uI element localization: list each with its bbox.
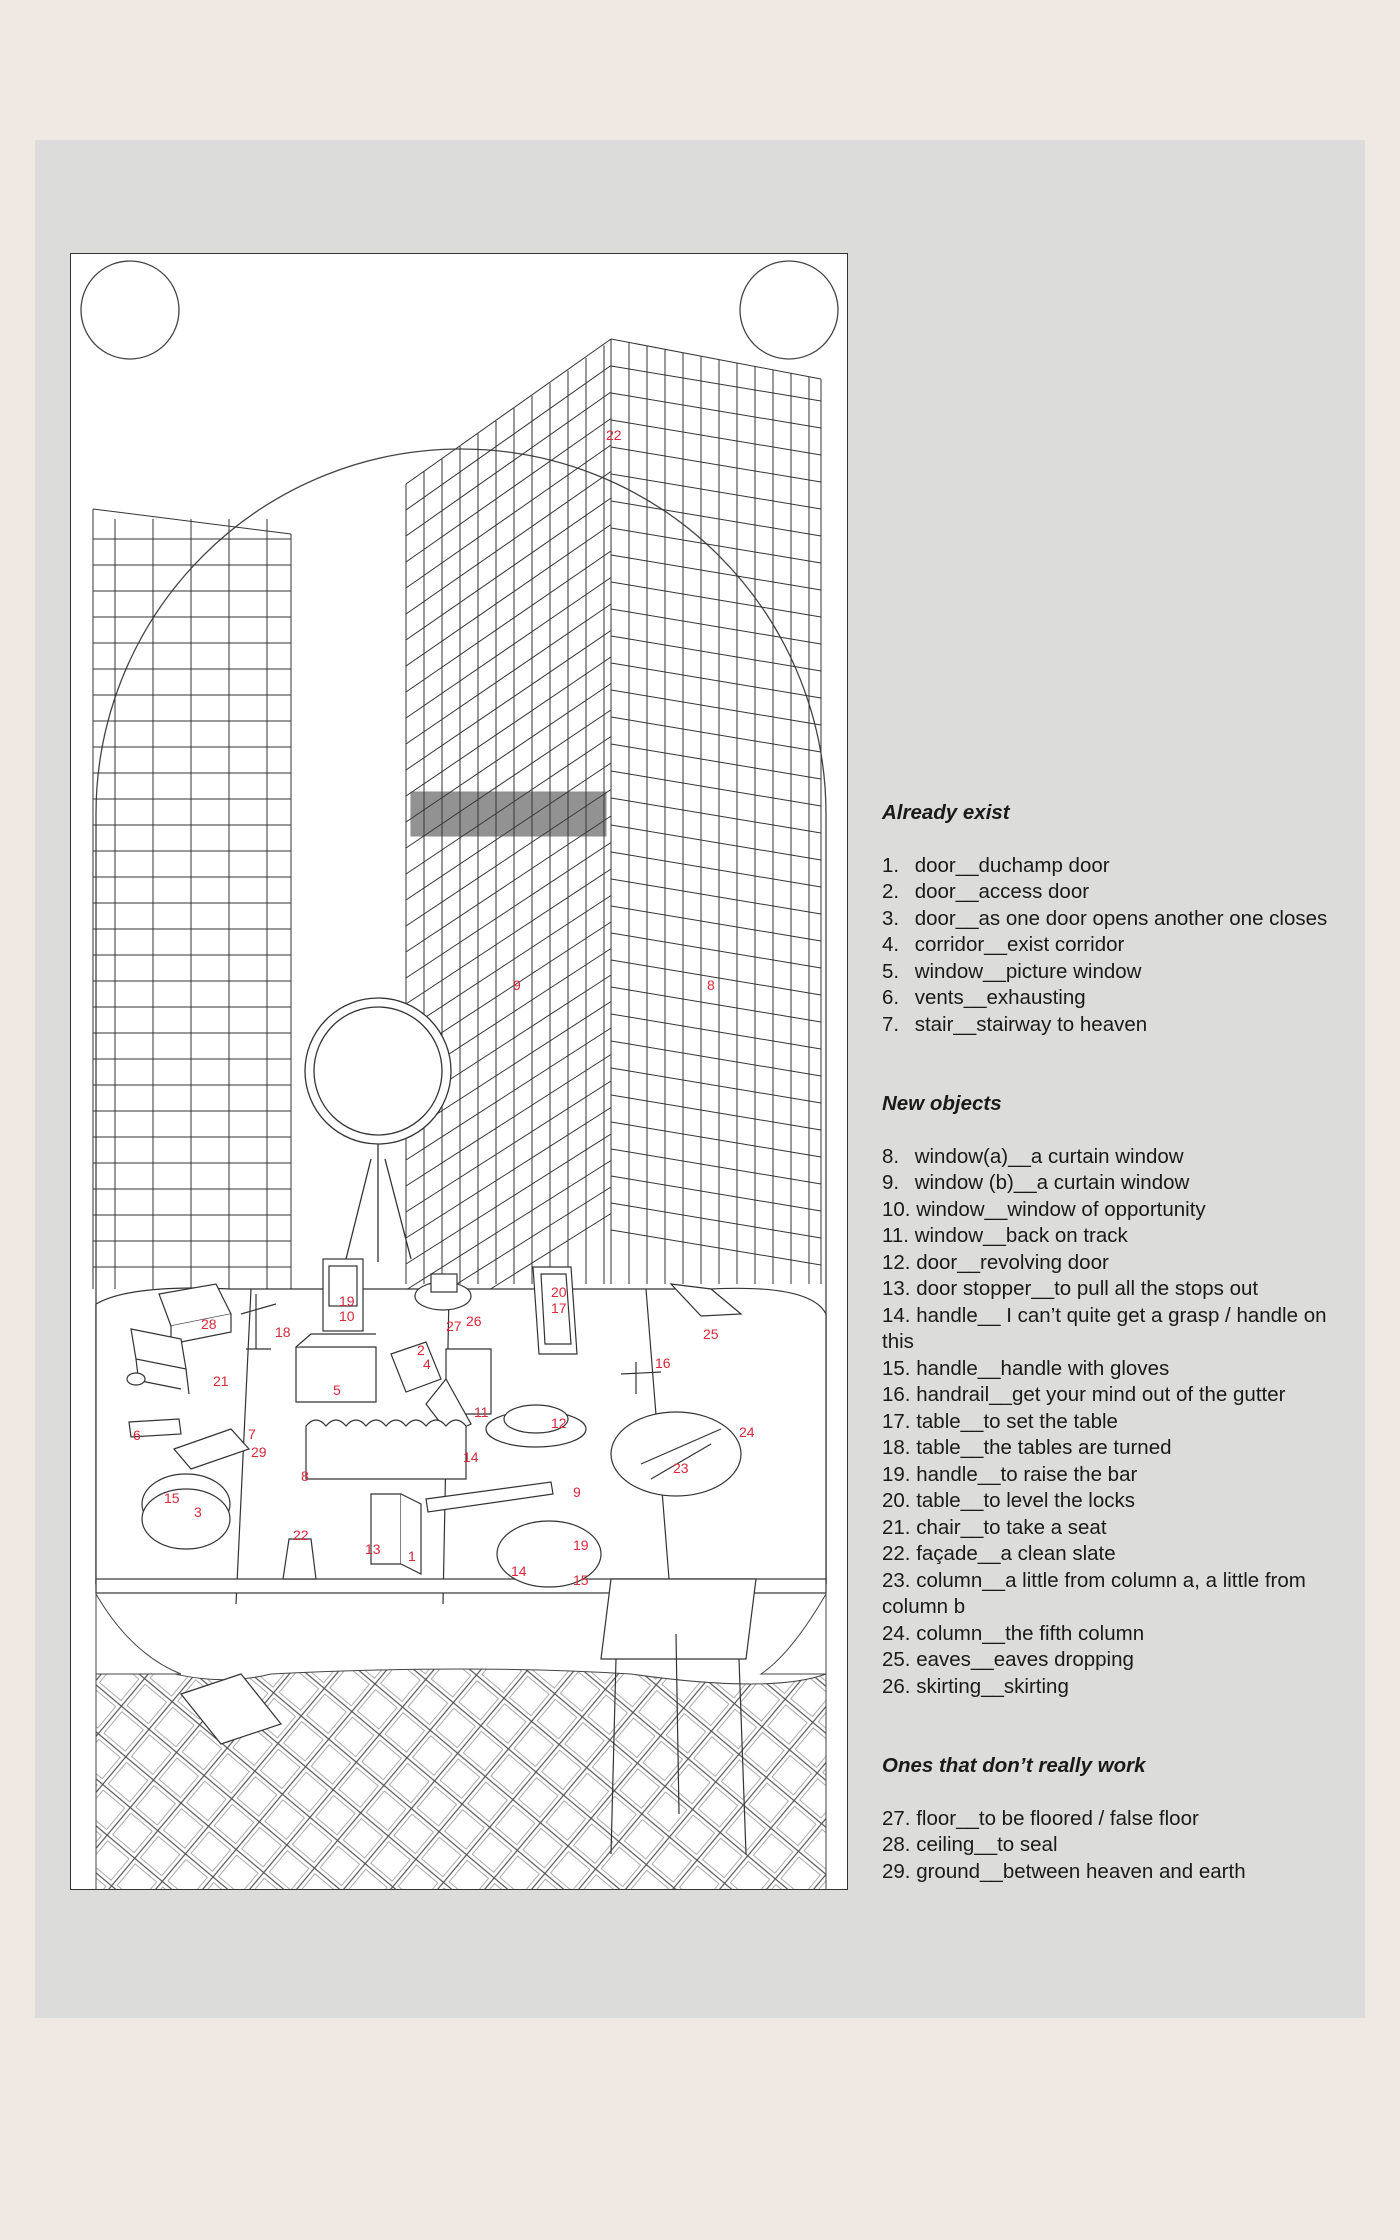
diagram-label: 10 (339, 1308, 355, 1324)
legend-item-text: column__a little from column a, a little from column b (882, 1568, 1306, 1618)
legend-item-number: 10. (882, 1197, 911, 1221)
legend-item (882, 1859, 1342, 1886)
diagram-label: 28 (201, 1316, 217, 1332)
legend-item-text: ceiling__to seal (910, 1833, 1058, 1856)
legend-item (882, 1462, 1342, 1489)
legend-item-number: 5. (882, 959, 900, 983)
legend-item (882, 1303, 1342, 1356)
legend-item-number: 8. (882, 1144, 900, 1168)
legend (882, 800, 1342, 1938)
diagram-label: 8 (301, 1468, 309, 1484)
legend-item-text: table__to level the locks (910, 1489, 1135, 1512)
legend-item-number: 28. (882, 1833, 911, 1856)
legend-item (882, 879, 1342, 906)
diagram-label: 1 (408, 1548, 416, 1564)
legend-item-number: 13. (882, 1277, 911, 1300)
legend-item (882, 1515, 1342, 1542)
diagram-label: 19 (573, 1537, 589, 1553)
diagram-label: 20 (551, 1284, 567, 1300)
legend-item (882, 1647, 1342, 1674)
legend-item-number: 6. (882, 986, 900, 1009)
legend-item-text: corridor__exist corridor (909, 933, 1125, 956)
legend-item-number: 27. (882, 1806, 911, 1830)
diagram-label: 15 (164, 1490, 180, 1506)
legend-item-number: 11. (882, 1224, 909, 1247)
legend-item-number: 15. (882, 1356, 911, 1380)
legend-item-text: door__as one door opens another one closes (909, 906, 1328, 930)
diagram-label: 26 (466, 1313, 482, 1329)
legend-item (882, 1356, 1342, 1383)
legend-item-number: 1. (882, 853, 900, 877)
legend-item (882, 1382, 1342, 1409)
diagram-label: 2 (417, 1342, 425, 1358)
diagram-label: 25 (703, 1326, 719, 1342)
legend-item (882, 1170, 1342, 1197)
legend-item-text: table__to set the table (910, 1409, 1118, 1433)
legend-item-text: vents__exhausting (909, 986, 1086, 1009)
legend-item-text: column__the fifth column (910, 1621, 1145, 1645)
legend-section-title: New objects (882, 1092, 1002, 1115)
diagram-label: 12 (551, 1415, 567, 1431)
legend-item (882, 1144, 1342, 1171)
legend-item-text: window (b)__a curtain window (909, 1171, 1190, 1194)
legend-item (882, 1674, 1342, 1701)
legend-item (882, 1832, 1342, 1859)
diagram-label: 17 (551, 1300, 567, 1316)
legend-item (882, 1197, 1342, 1224)
legend-item-number: 17. (882, 1409, 911, 1433)
legend-item (882, 1568, 1342, 1621)
legend-item (882, 1435, 1342, 1462)
legend-item (882, 932, 1342, 959)
legend-item-text: handle__ I can’t quite get a grasp / handle on this (882, 1303, 1327, 1353)
left-building (93, 509, 291, 1289)
legend-item-text: window__window of opportunity (910, 1197, 1206, 1221)
right-building (406, 339, 821, 1342)
legend-item-text: window(a)__a curtain window (909, 1144, 1184, 1168)
legend-item-number: 20. (882, 1489, 911, 1512)
legend-item-number: 24. (882, 1621, 911, 1645)
legend-item-text: handle__to raise the bar (910, 1462, 1138, 1486)
legend-item (882, 1250, 1342, 1277)
legend-item (882, 1621, 1342, 1648)
legend-item (882, 1223, 1342, 1250)
legend-section-title: Already exist (882, 801, 1010, 824)
diagram-label: 16 (655, 1355, 671, 1371)
legend-item-text: door__access door (909, 880, 1090, 903)
legend-item-number: 4. (882, 933, 900, 956)
legend-item-number: 22. (882, 1542, 911, 1565)
legend-item-number: 14. (882, 1303, 911, 1327)
legend-item (882, 1012, 1342, 1039)
legend-item-text: ground__between heaven and earth (910, 1859, 1246, 1883)
legend-section (882, 800, 1342, 1038)
legend-item-text: chair__to take a seat (910, 1515, 1107, 1539)
legend-item-text: window__back on track (909, 1224, 1128, 1247)
legend-item-text: door__duchamp door (909, 853, 1110, 877)
legend-item (882, 1488, 1342, 1515)
legend-item-number: 25. (882, 1648, 911, 1671)
diagram-label: 6 (133, 1427, 141, 1443)
legend-item (882, 1409, 1342, 1436)
legend-item-number: 19. (882, 1462, 911, 1486)
diagram-label: 4 (423, 1356, 431, 1372)
diagram-label: 15 (573, 1572, 589, 1588)
legend-item-text: window__picture window (909, 959, 1142, 983)
legend-item-text: façade__a clean slate (910, 1542, 1116, 1565)
architectural-drawing (70, 253, 848, 1890)
diagram-label: 7 (248, 1426, 256, 1442)
diagram-label: 14 (463, 1449, 479, 1465)
diagram-label: 19 (339, 1293, 355, 1309)
legend-section (882, 1753, 1342, 1885)
legend-item-number: 23. (882, 1568, 911, 1592)
legend-item-text: skirting__skirting (910, 1674, 1069, 1698)
legend-item (882, 1541, 1342, 1568)
diagram-label: 29 (251, 1444, 267, 1460)
diagram-label: 27 (446, 1318, 462, 1334)
diagram-label: 24 (739, 1424, 755, 1440)
legend-item-number: 16. (882, 1383, 911, 1406)
legend-item (882, 906, 1342, 933)
diagram-label: 22 (606, 427, 622, 443)
legend-item-text: stair__stairway to heaven (909, 1012, 1148, 1036)
diagram-label: 22 (293, 1527, 309, 1543)
legend-item-number: 3. (882, 906, 900, 930)
legend-item-number: 12. (882, 1250, 911, 1274)
legend-item-text: door__revolving door (910, 1250, 1109, 1274)
legend-item-text: handrail__get your mind out of the gutter (910, 1383, 1286, 1406)
diagram-label: 5 (333, 1382, 341, 1398)
legend-item-text: handle__handle with gloves (910, 1356, 1170, 1380)
legend-item (882, 959, 1342, 986)
legend-item (882, 985, 1342, 1012)
diagram-label: 9 (573, 1484, 581, 1500)
diagram-label: 23 (673, 1460, 689, 1476)
legend-item-text: table__the tables are turned (910, 1436, 1172, 1459)
legend-item (882, 1806, 1342, 1833)
legend-item-number: 9. (882, 1171, 900, 1194)
legend-item-number: 21. (882, 1515, 911, 1539)
legend-item-text: door stopper__to pull all the stops out (910, 1277, 1259, 1300)
legend-section (882, 1091, 1342, 1700)
diagram-label: 21 (213, 1373, 229, 1389)
legend-item (882, 853, 1342, 880)
legend-item-text: eaves__eaves dropping (910, 1648, 1134, 1671)
round-window-object (305, 998, 451, 1262)
legend-item-text: floor__to be floored / false floor (910, 1806, 1199, 1830)
legend-item-number: 29. (882, 1859, 911, 1883)
diagram-label: 18 (275, 1324, 291, 1340)
legend-item-number: 2. (882, 880, 900, 903)
legend-item-number: 18. (882, 1436, 911, 1459)
legend-item-number: 7. (882, 1012, 900, 1036)
legend-item (882, 1276, 1342, 1303)
legend-section-title: Ones that don’t really work (882, 1754, 1146, 1777)
diagram-label: 8 (707, 977, 715, 993)
diagram-label: 3 (194, 1504, 202, 1520)
diagram-label: 14 (511, 1563, 527, 1579)
legend-item-number: 26. (882, 1674, 911, 1698)
diagram-label: 13 (365, 1541, 381, 1557)
diagram-label: 11 (474, 1404, 489, 1420)
diagram-label: 9 (513, 977, 521, 993)
